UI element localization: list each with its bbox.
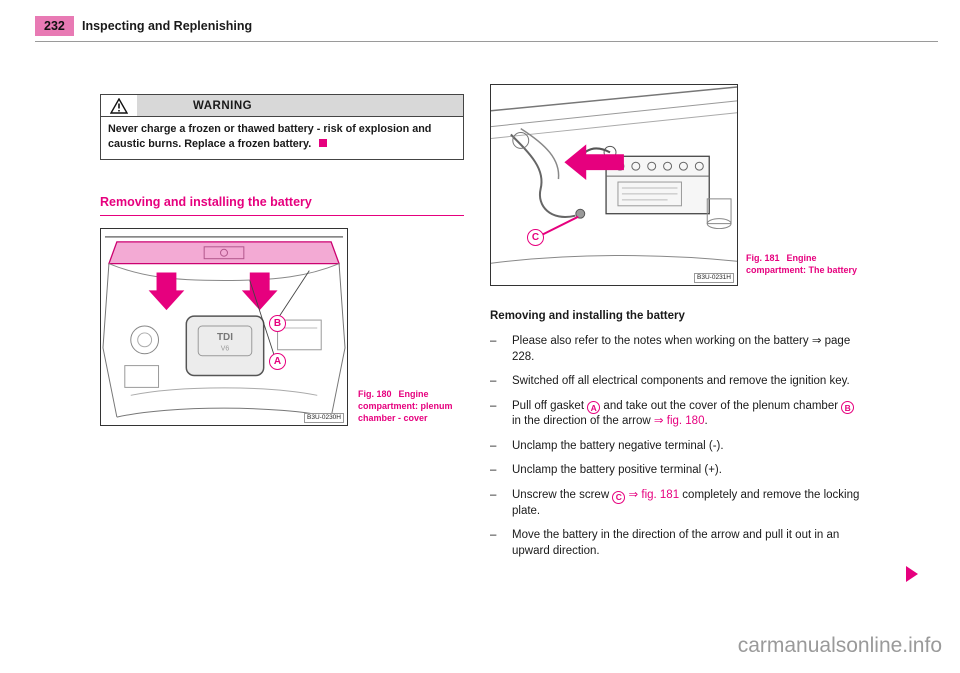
- figure-link[interactable]: ⇒ fig. 181: [628, 488, 680, 501]
- list-dash: –: [490, 335, 497, 347]
- instruction-text: [512, 528, 862, 559]
- section-divider: [100, 215, 464, 216]
- figure-181-image: [490, 84, 738, 286]
- figure-181-caption: [746, 252, 858, 276]
- instruction-text: [512, 463, 862, 479]
- instruction-item: [490, 463, 862, 479]
- instruction-text: [512, 439, 862, 455]
- callout-badge: A: [587, 401, 600, 414]
- image-code: B3U-0230H: [304, 413, 344, 423]
- instruction-item: [490, 488, 862, 519]
- instruction-text: [512, 334, 862, 365]
- figure-label: Fig. 181: [746, 253, 780, 263]
- text-segment: Pull off gasket: [512, 399, 588, 412]
- callout-badge: B: [841, 401, 854, 414]
- text-segment: Move the battery in the direction of the arrow and pull it out in an upward direction.: [512, 529, 840, 557]
- watermark: carmanualsonline.info: [737, 634, 942, 657]
- engine-cover-label: TDI: [217, 331, 233, 343]
- engine-compartment-drawing: [101, 229, 347, 425]
- callout-C: C: [527, 229, 544, 246]
- list-dash: –: [490, 464, 497, 477]
- warning-header: [101, 95, 463, 117]
- warning-text: [101, 117, 463, 159]
- callout-A: A: [269, 353, 286, 370]
- text-segment: in the direction of the arrow: [512, 415, 654, 428]
- warning-icon: [101, 95, 137, 116]
- text-segment: Please also refer to the notes when working on the battery ⇒ page 228.: [512, 335, 851, 363]
- text-segment: Switched off all electrical components and remove the ignition key.: [512, 375, 850, 388]
- instruction-list: [490, 334, 862, 559]
- page-number: 232: [35, 16, 74, 36]
- figure-label: Fig. 180: [358, 389, 392, 399]
- instruction-item: [490, 528, 862, 559]
- header-divider: [35, 41, 938, 42]
- continuation-arrow: [906, 566, 918, 582]
- callout-B: B: [269, 315, 286, 332]
- instruction-item: [490, 439, 862, 455]
- figure-link[interactable]: ⇒ fig. 180: [653, 415, 705, 428]
- instructions-heading: Removing and installing the battery: [490, 310, 685, 322]
- list-dash: –: [490, 375, 497, 388]
- section-end-marker: [319, 139, 327, 147]
- exclamation-triangle-icon: [110, 98, 128, 114]
- list-dash: –: [490, 399, 497, 412]
- warning-text-content: Never charge a frozen or thawed battery - risk of explosion and caustic burns. Replace a frozen battery.: [108, 123, 432, 151]
- instruction-item: [490, 374, 862, 390]
- figure-caption-text: Engine compartment: The battery: [746, 253, 858, 276]
- callout-badge: C: [612, 491, 625, 504]
- text-segment: Unclamp the battery negative terminal (-).: [512, 439, 724, 452]
- instruction-item: [490, 334, 862, 365]
- warning-title: WARNING: [137, 95, 463, 116]
- text-segment: completely and remove the locking plate.: [512, 488, 860, 517]
- text-segment: .: [704, 415, 708, 428]
- figure-180-caption: [358, 388, 466, 424]
- list-dash: –: [490, 439, 497, 452]
- battery-compartment-drawing: [491, 85, 737, 285]
- list-dash: –: [490, 529, 497, 542]
- warning-box: [100, 94, 464, 160]
- text-segment: and take out the cover of the plenum chamber: [600, 399, 842, 412]
- chapter-title: Inspecting and Replenishing: [82, 19, 253, 33]
- instructions-column: [490, 310, 862, 568]
- instruction-text: [512, 399, 862, 430]
- instruction-text: [512, 374, 862, 390]
- figure-caption-text: Engine compartment: plenum chamber - cover: [358, 389, 453, 424]
- figure-180-image: [100, 228, 348, 426]
- text-segment: Unscrew the screw: [512, 488, 613, 501]
- image-code: B3U-0231H: [694, 273, 734, 283]
- instruction-text: [512, 488, 862, 519]
- text-segment: Unclamp the battery positive terminal (+).: [512, 464, 722, 477]
- section-title: Removing and installing the battery: [100, 195, 312, 209]
- list-dash: –: [490, 488, 497, 501]
- instruction-item: [490, 399, 862, 430]
- engine-cover-sublabel: V6: [220, 345, 230, 353]
